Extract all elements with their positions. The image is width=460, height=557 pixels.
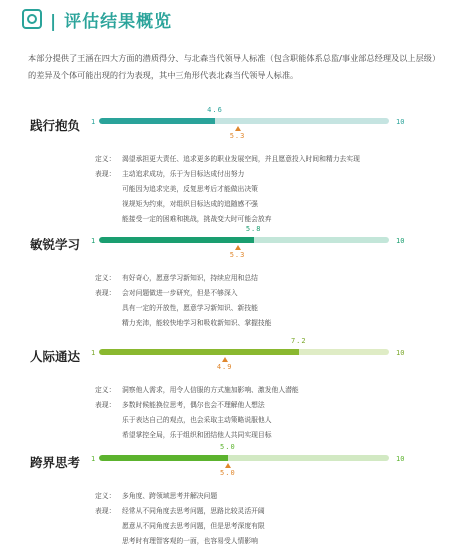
standard-triangle-icon (235, 126, 241, 131)
score-track (99, 237, 389, 243)
behavior-label: 表现： (95, 401, 116, 409)
behavior-label: 表现： (95, 507, 116, 515)
score-track (99, 349, 389, 355)
definition-label: 定义： (95, 155, 116, 163)
behavior-item: 希望掌控全局，乐于组织和团结他人共同实现目标 (122, 431, 272, 439)
scale-max-label: 10 (396, 349, 405, 357)
score-value: 4.6 (207, 106, 223, 114)
standard-triangle-icon (225, 463, 231, 468)
definition-text: 多角度、跨领域思考并解决问题 (122, 492, 218, 500)
section-title: 敏锐学习 (30, 237, 81, 252)
definition-label: 定义： (95, 274, 116, 282)
score-value: 7.2 (290, 337, 307, 345)
behavior-row (95, 399, 122, 409)
behavior-label: 表现： (95, 289, 116, 297)
definition-text: 有好奇心，愿意学习新知识，持续应用和总结 (122, 274, 258, 282)
score-track (99, 118, 389, 124)
scale-min-label: 1 (91, 349, 96, 357)
definition-label: 定义： (95, 492, 116, 500)
behavior-item: 愿意从不同角度去思考问题，但是思考深度有限 (122, 522, 265, 530)
standard-value: 5.3 (229, 132, 246, 140)
behavior-row (95, 287, 122, 297)
definition-text: 洞察他人需求，用令人信服的方式施加影响、激发他人潜能 (122, 386, 299, 394)
standard-value: 5.0 (220, 469, 236, 477)
behavior-item: 经常从不同角度去思考问题，思路比较灵活开阔 (122, 507, 265, 515)
definition-row (95, 490, 217, 500)
scale-min-label: 1 (91, 237, 96, 245)
definition-label: 定义： (95, 386, 116, 394)
score-value: 5.8 (245, 225, 262, 233)
section-title: 人际通达 (30, 349, 81, 364)
page-title: | 评估结果概览 (50, 11, 173, 32)
score-bar-fill (99, 237, 254, 243)
score-bar-fill (99, 349, 299, 355)
behavior-item: 多数时候能换位思考，偶尔也会不理解他人想法 (122, 401, 265, 409)
standard-value: 5.3 (229, 251, 246, 259)
scale-min-label: 1 (91, 455, 96, 463)
score-bar-fill (99, 118, 215, 124)
scale-max-label: 10 (396, 237, 405, 245)
behavior-row (95, 505, 122, 515)
scale-max-label: 10 (396, 118, 405, 126)
behavior-item: 思考时有理智客观的一面，也容易受人情影响 (122, 537, 258, 545)
section-title: 跨界思考 (30, 455, 81, 470)
behavior-item: 主动追求成功，乐于为目标达成付出努力 (122, 170, 245, 178)
behavior-item: 能接受一定的困难和挑战，挑战变大时可能会放弃 (122, 215, 272, 223)
score-value: 5.0 (220, 443, 236, 451)
standard-triangle-icon (235, 245, 241, 250)
definition-row (95, 384, 299, 394)
behavior-item: 精力充沛，能较快地学习和吸收新知识、掌握技能 (122, 319, 272, 327)
section-title: 践行抱负 (30, 118, 81, 133)
intro-paragraph: 本部分提供了王涵在四大方面的潜质得分、与北森当代领导人标准（包含职能体系总监/事业部总经理及以上层级）的差异及个体可能出现的行为表现，其中三角形代表北森当代领导人标准。 (28, 53, 437, 80)
behavior-item: 视规矩为约束，对组织目标达成的追随感不强 (122, 200, 258, 208)
behavior-label: 表现： (95, 170, 116, 178)
scale-min-label: 1 (91, 118, 96, 126)
behavior-row (95, 168, 122, 178)
score-track (99, 455, 389, 461)
behavior-item: 乐于表达自己的观点，也会采取主动策略说服他人 (122, 416, 272, 424)
behavior-item: 可能因为追求完美，反复思考后才能做出决策 (122, 185, 258, 193)
scale-max-label: 10 (396, 455, 405, 463)
definition-row (95, 153, 360, 163)
report-header (22, 6, 172, 32)
behavior-item: 会对问题做进一步研究，但是不够深入 (122, 289, 238, 297)
definition-row (95, 272, 258, 282)
standard-triangle-icon (222, 357, 228, 362)
definition-text: 渴望承担更大责任、追求更多的职业发展空间，并且愿意投入时间和精力去实现 (122, 155, 360, 163)
behavior-item: 具有一定的开放性，愿意学习新知识、新技能 (122, 304, 258, 312)
score-bar-fill (99, 455, 228, 461)
report-logo-icon (22, 9, 42, 29)
standard-value: 4.9 (216, 363, 233, 371)
